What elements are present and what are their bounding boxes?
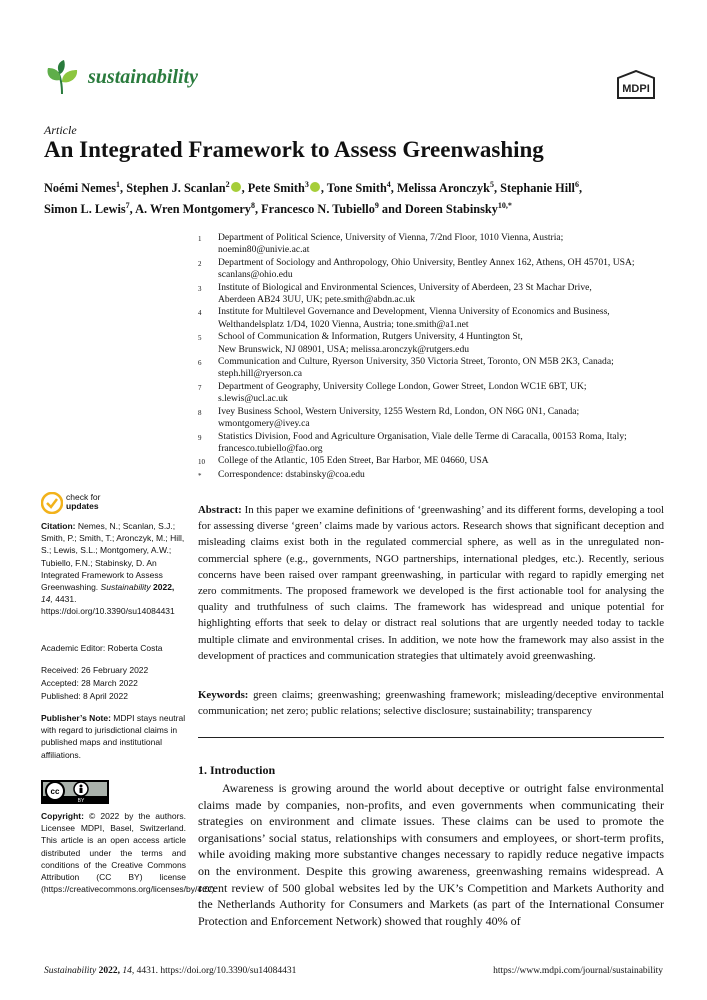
affiliation-line: wmontgomery@ivey.ca (218, 418, 310, 430)
author-name: Pete Smith (247, 181, 305, 196)
received-date: Received: 26 February 2022 (41, 665, 149, 675)
affiliation-line: School of Communication & Information, Rutgers University, 4 Huntington St, (218, 331, 523, 343)
affiliation-line: Ivey Business School, Western University, 1255 Western Rd, London, ON N6G 0N1, Canada; (218, 405, 580, 417)
orcid-icon[interactable] (310, 182, 320, 192)
author-affiliation-sup: 5 (489, 180, 494, 189)
citation-vol: 14, (41, 594, 53, 605)
svg-text:cc: cc (50, 787, 60, 796)
section-introduction-text: Awareness is growing around the world about deceptive or outright false environmental claims made by companies, non-profits, and even governments when communicating their strategies on environment and climate issues. These claims can be used to promote the organisations’ social status, relationships with consumers and employees, or short-term profits, while avoiding making more substantive changes necessary to rapidly reduce negative impacts on the environment. Despite this growing awareness, greenwashing remains widespread. A recent review of 500 global websites led by the UK’s Competition and Markets Authority and the Netherlands Authority for Consumers and Markets (as part of the International Consumer Protection and Enforcement Network) showed that roughly 40% of (198, 781, 664, 928)
affiliation-number: 9 (198, 433, 202, 442)
journal-leaf-logo-icon (44, 60, 80, 96)
author-name: A. Wren Montgomery (135, 202, 251, 217)
copyright-block (41, 810, 217, 895)
affiliation-line: s.lewis@ucl.ac.uk (218, 393, 288, 405)
author-affiliation-sup: 7 (125, 201, 130, 211)
affiliation-number: 2 (198, 259, 202, 268)
author-affiliation-sup: 2 (225, 180, 230, 189)
publisher-note (41, 712, 186, 761)
affiliation-line: Aberdeen AB24 3UU, UK; pete.smith@abdn.ac.uk (218, 294, 415, 306)
affiliation-item (198, 381, 668, 406)
author-name: Noémi Nemes (44, 181, 117, 196)
author-affiliation-sup: 8 (250, 201, 255, 211)
affiliation-item (198, 469, 668, 482)
accepted-date: Accepted: 28 March 2022 (41, 678, 138, 688)
author-name: Francesco N. Tubiello (261, 202, 375, 217)
affiliation-number: 7 (198, 383, 202, 392)
journal-name: sustainability (88, 66, 199, 88)
affiliation-line: Correspondence: dstabinsky@coa.edu (218, 468, 365, 480)
affiliation-line: Institute of Biological and Environmental Sciences, University of Aberdeen, 23 St Machar Drive, (218, 281, 592, 293)
citation-text: Nemes, N.; Scanlan, S.J.; Smith, P.; Smith, T.; Aronczyk, M.; Hill, S.; Lewis, S.L.; Montgomery, A.W.; Tubiello, F.N.; Stabinsky, D. An Integrated Framework to Assess Greenwashing. (41, 521, 185, 593)
citation-block (41, 520, 186, 618)
author-affiliation-sup: 4 (386, 180, 391, 189)
citation-journal: Sustainability (100, 582, 151, 593)
affiliation-line: scanlans@ohio.edu (218, 269, 293, 281)
citation-doi[interactable]: 4431. https://doi.org/10.3390/su14084431 (41, 594, 175, 617)
affiliation-number: 6 (198, 359, 202, 368)
affiliation-number: 1 (198, 235, 202, 243)
footer-journal-url[interactable]: https://www.mdpi.com/journal/sustainability (493, 966, 663, 976)
published-date: Published: 8 April 2022 (41, 691, 128, 701)
footer-citation (44, 966, 296, 976)
affiliation-number: 3 (198, 284, 202, 293)
page-title: An Integrated Framework to Assess Greenwashing (44, 137, 544, 162)
footer-vol: 14, (122, 966, 135, 976)
affiliation-line: noemin80@univie.ac.at (218, 244, 310, 256)
affiliation-number: 10 (198, 458, 205, 467)
author-affiliation-sup: 9 (374, 201, 379, 211)
affiliation-number: * (198, 471, 202, 480)
affiliation-line: Department of Geography, University College London, Gower Street, London WC1E 6BT, UK; (218, 380, 587, 392)
check-for-updates-icon[interactable] (41, 492, 63, 514)
academic-editor: Academic Editor: Roberta Costa (41, 643, 163, 653)
footer-year: 2022, (98, 966, 120, 976)
author-name: Simon L. Lewis (44, 202, 126, 217)
mdpi-logo-icon (614, 70, 658, 102)
copyright-label: Copyright: (41, 811, 84, 821)
author-line-1: Noémi Nemes$^1$, Stephen J. Scanlan$^2$ , Pete Smith$^3$ , Tone Smith$^4$, Melissa Aronczyk$^5$, Stephanie Hill$^6$, (44, 180, 583, 196)
affiliation-line: Department of Political Science, University of Vienna, 7/2nd Floor, 1010 Vienna, Austria; (218, 232, 564, 243)
author-name: Stephanie Hill (500, 181, 575, 196)
affiliation-item (198, 331, 668, 356)
abstract (198, 502, 664, 664)
footer-journal: Sustainability (44, 966, 97, 976)
keywords (198, 687, 664, 719)
affiliation-item (198, 257, 668, 282)
affiliation-item (198, 406, 668, 431)
affiliation-number: 5 (198, 334, 202, 343)
affiliations-list (198, 232, 668, 482)
author-affiliation-sup: 3 (304, 180, 309, 189)
copyright-text: © 2022 by the authors. Licensee MDPI, Basel, Switzerland. This article is an open access article distributed under the terms and conditions of the Creative Commons Attribution (CC BY) license (https://creativecommons.org/licenses/by/4.0/). (41, 811, 217, 895)
footer-doi[interactable]: 4431. https://doi.org/10.3390/su14084431 (136, 966, 297, 976)
affiliation-line: francesco.tubiello@fao.org (218, 442, 323, 454)
check-line2: updates (66, 501, 99, 511)
affiliation-number: 4 (198, 309, 202, 318)
abstract-text: In this paper we examine definitions of ‘greenwashing’ and its different forms, developing a tool for assessing diverse ‘green’ claims made by various actors. Research shows that significant deception and misleading claims exist both in the regulated commercial sphere, as well as in the unregulated non-commercial sphere (e.g., governments, NGO partnerships, international pledges, etc.). Recently, serious concerns have been raised over rampant greenwashing, in particular with regard to rapidly emerging net zero commitments. The proposed framework we developed is the first actionable tool for analysing the quality and truthfulness of such claims. The framework has widespread and unique potential for highlighting efforts that seek to delay or distract real solutions that are urgently needed today to tackle multiple climate and environmental crises. In addition, we note how the framework may also assist in the development of practices and communication strategies that ultimately avoid greenwashing. (198, 504, 665, 662)
section-introduction-title: 1. Introduction (198, 763, 276, 777)
affiliation-item (198, 431, 668, 456)
author-affiliation-sup: 1 (116, 180, 121, 189)
author-affiliation-sup: 6 (574, 180, 579, 189)
affiliation-line: Institute for Multilevel Governance and Development, Vienna University of Economics and Business, (218, 306, 610, 318)
citation-year: 2022, (153, 582, 175, 593)
check-for-updates-badge[interactable] (66, 493, 101, 511)
affiliation-item (198, 306, 668, 331)
article-type: Article (44, 123, 77, 137)
author-line-2: Simon L. Lewis$^7$, A. Wren Montgomery$^8$, Francesco N. Tubiello$^9$ and Doreen Stabinsky$^{10,*}$ (44, 201, 512, 217)
check-line1: check for (66, 492, 101, 502)
abstract-label: Abstract: (198, 504, 242, 516)
affiliation-line: New Brunswick, NJ 08901, USA; melissa.aronczyk@rutgers.edu (218, 343, 470, 355)
author-affiliation-sup: 10,* (497, 201, 512, 211)
affiliation-number: 8 (198, 408, 202, 417)
affiliation-item (198, 455, 668, 468)
author-name: Stephen J. Scanlan (126, 181, 226, 196)
affiliation-item (198, 356, 668, 381)
affiliation-line: steph.hill@ryerson.ca (218, 368, 302, 380)
affiliation-line: Statistics Division, Food and Agriculture Organisation, Viale delle Terme di Caracalla, 00153 Roma, Italy; (218, 430, 627, 442)
affiliation-line: Communication and Culture, Ryerson University, 350 Victoria Street, Toronto, ON M5B 2K3, Canada; (218, 356, 614, 368)
affiliation-line: Welthandelsplatz 1/D4, 1020 Vienna, Austria; tone.smith@a1.net (218, 318, 469, 330)
author-name: Doreen Stabinsky (404, 202, 498, 217)
keywords-label: Keywords: (198, 689, 249, 701)
affiliation-line: College of the Atlantic, 105 Eden Street, Bar Harbor, ME 04660, USA (218, 455, 489, 467)
citation-label: Citation: (41, 521, 76, 531)
orcid-icon[interactable] (231, 182, 241, 192)
affiliation-item (198, 282, 668, 307)
cc-by-label: BY (77, 798, 85, 804)
affiliation-line: Department of Sociology and Anthropology, Ohio University, Bentley Annex 162, Athens, OH 45701, USA; (218, 256, 635, 268)
cc-by-license-icon[interactable] (41, 780, 109, 804)
author-list (44, 176, 674, 218)
author-name: Tone Smith (326, 181, 387, 196)
section-divider (198, 737, 664, 738)
mdpi-logo-text: MDPI (622, 83, 650, 95)
publisher-note-label: Publisher’s Note: (41, 713, 111, 723)
publisher-note-text: MDPI stays neutral with regard to jurisdictional claims in published maps and institutional affiliations. (41, 713, 186, 760)
author-name: Melissa Aronczyk (396, 181, 490, 196)
keywords-text: green claims; greenwashing; greenwashing framework; misleading/deceptive environmental communication; net zero; public relations; selective disclosure; sustainability; transparency (198, 689, 665, 718)
affiliation-item (198, 232, 668, 257)
